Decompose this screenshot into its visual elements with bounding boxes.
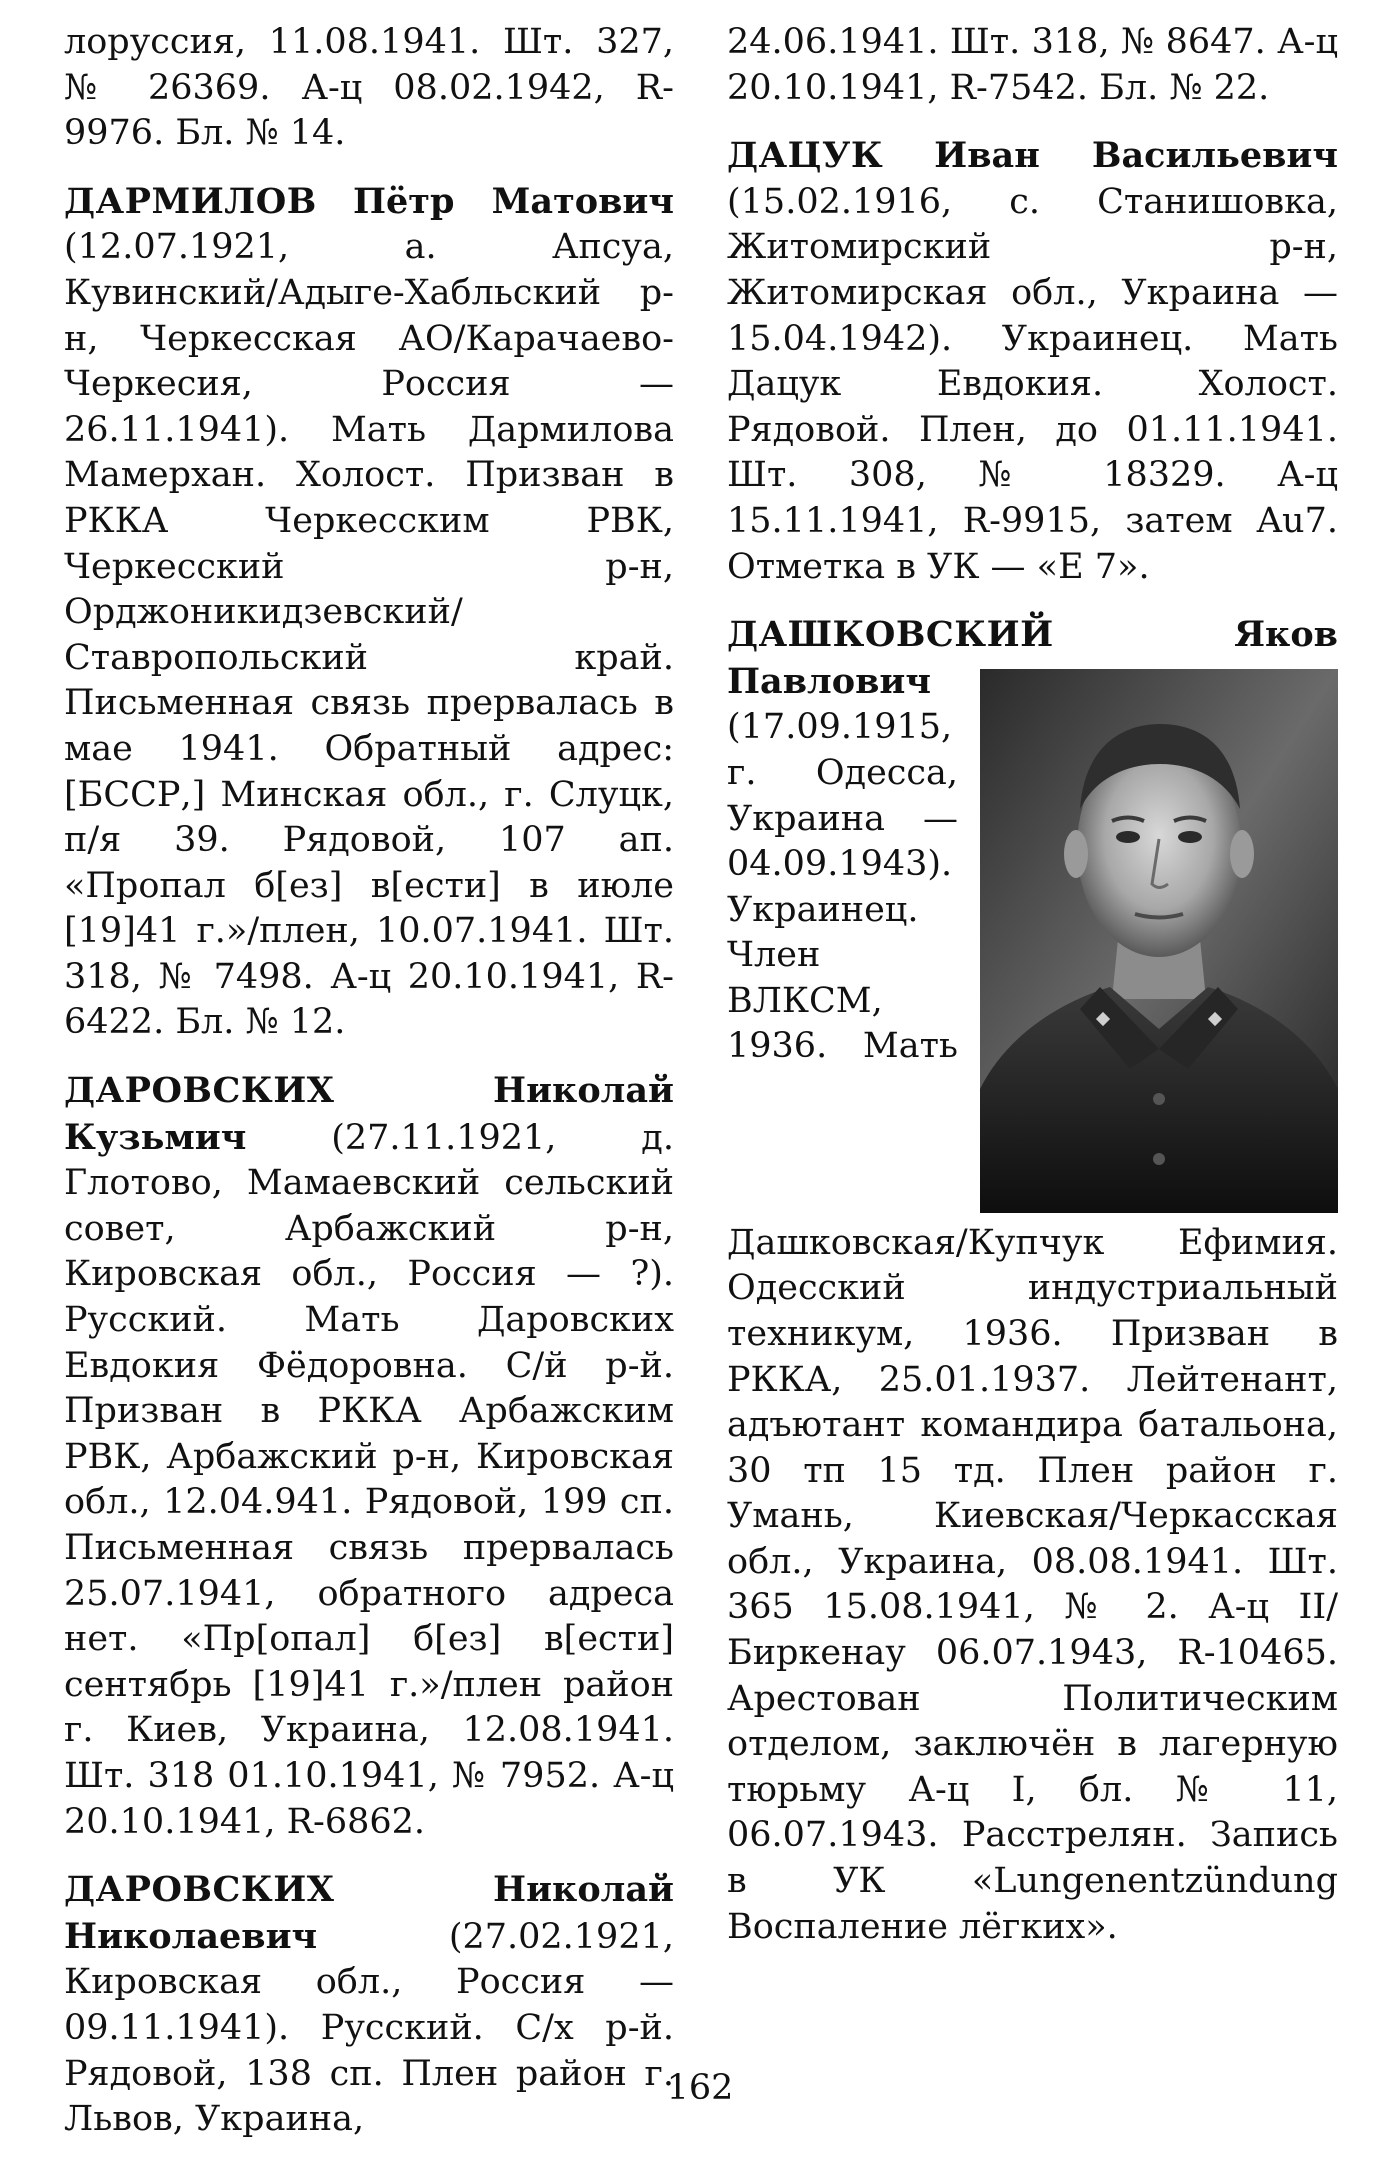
- entry-text: (12.07.1921, а. Апсуа, Кувинский/Адыге-Хабльский р-н, Черкесская АО/Карачаево-Черкесия, Россия — 26.11.1941). Мать Дармилова Мамерхан. Холост. Призван в РККА Черкесским РВК, Черкесский р-н, Орджоникидзевский/Ставропольский край. Письменная связь прервалась в мае 1941. Обратный адрес: [БССР,] Минская обл., г. Слуцк, п/я 39. Рядовой, 107 ап. «Пропал б[ез] в[ести] в июле [19]41 г.»/плен, 10.07.1941. Шт. 318, № 7498. А-ц 20.10.1941, R-6422. Бл. № 12.: [64, 227, 674, 1043]
- entry-text: лоруссия, 11.08.1941. Шт. 327, № 26369. А-ц 08.02.1942, R-9976. Бл. № 14.: [64, 22, 674, 154]
- entry-given-name: Яков Павлович: [727, 614, 1338, 702]
- entry-datsuk: [727, 133, 1338, 590]
- entry-given-name: Пётр Матович: [352, 180, 674, 222]
- entry-surname: ДАЦУК: [727, 135, 884, 177]
- entry-darovskikh-1: [64, 1068, 674, 1845]
- entry-continued: [727, 20, 1338, 111]
- portrait-figure: [980, 669, 1338, 1213]
- entry-surname: ДАРОВСКИХ: [64, 1070, 335, 1112]
- entry-given-name: Иван Васильевич: [934, 135, 1338, 177]
- entry-darmilov: [64, 179, 674, 1046]
- entry-dashkovsky: [727, 612, 1338, 1950]
- entry-surname: ДАРМИЛОВ: [64, 180, 317, 222]
- entry-continued: [64, 20, 674, 157]
- entry-given-name: Николай Николаевич: [64, 1869, 674, 1957]
- page-number: 162: [666, 2068, 734, 2108]
- entry-given-name: Николай Кузьмич: [64, 1070, 674, 1158]
- left-column: [64, 20, 674, 2165]
- entry-text: (17.09.1915, г. Одесса, Украина — 04.09.1943). Украинец. Член ВЛКСМ, 1936. Мать Дашковская/Купчук Ефимия. Одесский индустриальный техникум, 1936. Призван в РККА, 25.01.1937. Лейтенант, адъютант командира батальона, 30 тп 15 тд. Плен район г. Умань, Киевская/Черкасская обл., Украина, 08.08.1941. Шт. 365 15.08.1941, № 2. А-ц II/Биркенау 06.07.1943, R-10465. Арестован Политическим отделом, заключён в лагерную тюрьму А-ц I, бл. № 11, 06.07.1943. Расстрелян. Запись в УК «Lungenentzündung Воспаление лёгких».: [727, 707, 1338, 1947]
- entry-surname: ДАШКОВСКИЙ: [727, 614, 1054, 656]
- entry-text: (15.02.1916, с. Станишовка, Житомирский р-н, Житомирская обл., Украина — 15.04.1942). Украинец. Мать Дацук Евдокия. Холост. Рядовой. Плен, до 01.11.1941. Шт. 308, № 18329. А-ц 15.11.1941, R-9915, затем Au7. Отметка в УК — «E 7».: [727, 181, 1338, 587]
- entry-text: (27.11.1921, д. Глотово, Мамаевский сельский совет, Арбажский р-н, Кировская обл., Россия — ?). Русский. Мать Даровских Евдокия Фёдоровна. С/й р-й. Призван в РККА Арбажским РВК, Арбажский р-н, Кировская обл., 12.04.941. Рядовой, 199 сп. Письменная связь прервалась 25.07.1941, обратного адреса нет. «Пр[опал] б[ез] в[ести] сентябрь [19]41 г.»/плен район г. Киев, Украина, 12.08.1941. Шт. 318 01.10.1941, № 7952. А-ц 20.10.1941, R-6862.: [64, 1117, 674, 1842]
- portrait-photo: [980, 669, 1338, 1213]
- entry-text: 24.06.1941. Шт. 318, № 8647. А-ц 20.10.1941, R-7542. Бл. № 22.: [727, 22, 1338, 108]
- right-column: [727, 20, 1338, 1972]
- entry-surname: ДАРОВСКИХ: [64, 1869, 335, 1911]
- entry-text: (27.02.1921, Кировская обл., Россия — 09.11.1941). Русский. С/х р-й. Рядовой, 138 сп. Плен район г. Львов, Украина,: [64, 1916, 674, 2140]
